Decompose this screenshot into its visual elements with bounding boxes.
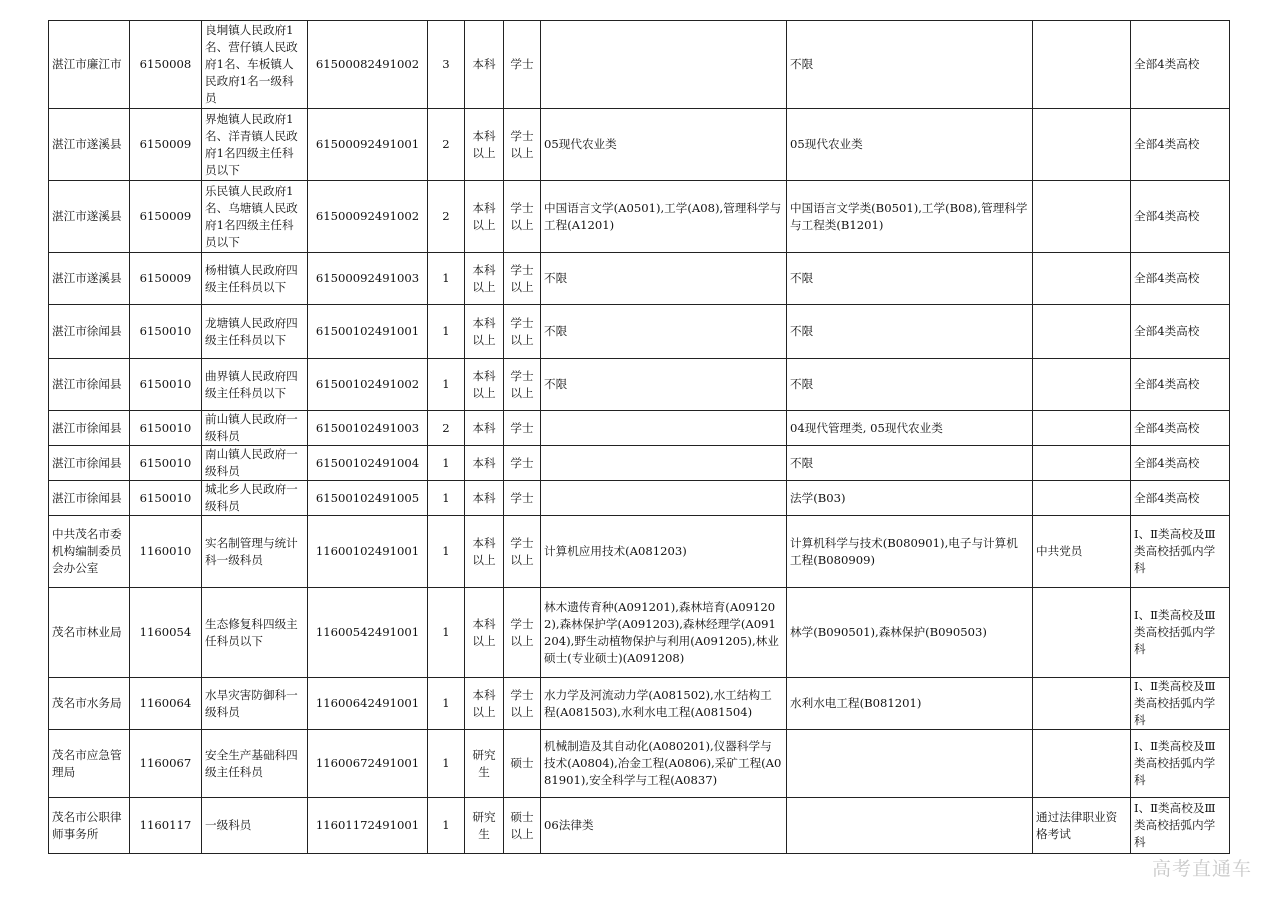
area-cell: 茂名市水务局 [49, 678, 130, 730]
other-requirements-cell [1033, 678, 1131, 730]
count-cell: 2 [428, 411, 465, 446]
undergrad-major-cell: 不限 [787, 446, 1033, 481]
degree-cell: 学士以上 [504, 109, 541, 181]
area-cell: 湛江市遂溪县 [49, 109, 130, 181]
table-row [49, 516, 1230, 588]
position-cell: 一级科员 [202, 798, 308, 854]
other-requirements-cell [1033, 253, 1131, 305]
table-row [49, 446, 1230, 481]
grad-major-cell [541, 21, 787, 109]
education-cell: 本科 [465, 481, 504, 516]
degree-cell: 硕士以上 [504, 798, 541, 854]
grad-major-cell [541, 411, 787, 446]
table-row [49, 588, 1230, 678]
other-requirements-cell [1033, 305, 1131, 359]
unit-code-cell: 6150010 [130, 305, 202, 359]
position-cell: 良垌镇人民政府1名、营仔镇人民政府1名、车板镇人民政府1名一级科员 [202, 21, 308, 109]
degree-cell: 学士以上 [504, 588, 541, 678]
education-cell: 本科以上 [465, 181, 504, 253]
area-cell: 湛江市徐闻县 [49, 359, 130, 411]
table-row [49, 730, 1230, 798]
school-cell: 全部4类高校 [1131, 253, 1230, 305]
area-cell: 中共茂名市委机构编制委员会办公室 [49, 516, 130, 588]
unit-code-cell: 6150009 [130, 181, 202, 253]
count-cell: 1 [428, 516, 465, 588]
other-requirements-cell [1033, 411, 1131, 446]
position-code-cell: 11600672491001 [308, 730, 428, 798]
table-row [49, 21, 1230, 109]
degree-cell: 学士以上 [504, 181, 541, 253]
education-cell: 本科以上 [465, 253, 504, 305]
position-cell: 龙塘镇人民政府四级主任科员以下 [202, 305, 308, 359]
school-cell: 全部4类高校 [1131, 446, 1230, 481]
position-code-cell: 11600642491001 [308, 678, 428, 730]
count-cell: 2 [428, 109, 465, 181]
school-cell: Ⅰ、Ⅱ类高校及Ⅲ类高校括弧内学科 [1131, 588, 1230, 678]
grad-major-cell: 06法律类 [541, 798, 787, 854]
education-cell: 本科以上 [465, 305, 504, 359]
area-cell: 湛江市徐闻县 [49, 411, 130, 446]
position-cell: 生态修复科四级主任科员以下 [202, 588, 308, 678]
grad-major-cell: 不限 [541, 305, 787, 359]
count-cell: 1 [428, 798, 465, 854]
other-requirements-cell [1033, 446, 1131, 481]
grad-major-cell: 05现代农业类 [541, 109, 787, 181]
school-cell: 全部4类高校 [1131, 181, 1230, 253]
degree-cell: 硕士 [504, 730, 541, 798]
count-cell: 1 [428, 446, 465, 481]
unit-code-cell: 1160010 [130, 516, 202, 588]
education-cell: 本科 [465, 411, 504, 446]
education-cell: 研究生 [465, 730, 504, 798]
position-code-cell: 61500102491005 [308, 481, 428, 516]
grad-major-cell [541, 446, 787, 481]
count-cell: 1 [428, 305, 465, 359]
undergrad-major-cell [787, 798, 1033, 854]
unit-code-cell: 6150009 [130, 109, 202, 181]
table-row [49, 678, 1230, 730]
unit-code-cell: 6150009 [130, 253, 202, 305]
school-cell: Ⅰ、Ⅱ类高校及Ⅲ类高校括弧内学科 [1131, 516, 1230, 588]
unit-code-cell: 6150010 [130, 446, 202, 481]
position-code-cell: 61500102491004 [308, 446, 428, 481]
position-cell: 前山镇人民政府一级科员 [202, 411, 308, 446]
school-cell: 全部4类高校 [1131, 481, 1230, 516]
degree-cell: 学士 [504, 446, 541, 481]
position-cell: 曲界镇人民政府四级主任科员以下 [202, 359, 308, 411]
area-cell: 湛江市遂溪县 [49, 253, 130, 305]
table-row [49, 481, 1230, 516]
grad-major-cell: 中国语言文学(A0501),工学(A08),管理科学与工程(A1201) [541, 181, 787, 253]
count-cell: 1 [428, 588, 465, 678]
school-cell: Ⅰ、Ⅱ类高校及Ⅲ类高校括弧内学科 [1131, 678, 1230, 730]
degree-cell: 学士以上 [504, 359, 541, 411]
position-code-cell: 61500092491003 [308, 253, 428, 305]
table-row [49, 411, 1230, 446]
undergrad-major-cell: 中国语言文学类(B0501),工学(B08),管理科学与工程类(B1201) [787, 181, 1033, 253]
position-cell: 实名制管理与统计科一级科员 [202, 516, 308, 588]
education-cell: 本科以上 [465, 678, 504, 730]
position-code-cell: 61500082491002 [308, 21, 428, 109]
education-cell: 本科 [465, 446, 504, 481]
unit-code-cell: 1160117 [130, 798, 202, 854]
undergrad-major-cell: 05现代农业类 [787, 109, 1033, 181]
area-cell: 湛江市遂溪县 [49, 181, 130, 253]
school-cell: 全部4类高校 [1131, 109, 1230, 181]
undergrad-major-cell: 水利水电工程(B081201) [787, 678, 1033, 730]
position-code-cell: 61500102491001 [308, 305, 428, 359]
education-cell: 研究生 [465, 798, 504, 854]
school-cell: 全部4类高校 [1131, 305, 1230, 359]
position-code-cell: 61500092491002 [308, 181, 428, 253]
table-row [49, 305, 1230, 359]
count-cell: 1 [428, 678, 465, 730]
unit-code-cell: 6150010 [130, 359, 202, 411]
undergrad-major-cell [787, 730, 1033, 798]
school-cell: 全部4类高校 [1131, 359, 1230, 411]
other-requirements-cell [1033, 481, 1131, 516]
degree-cell: 学士以上 [504, 516, 541, 588]
education-cell: 本科以上 [465, 109, 504, 181]
count-cell: 2 [428, 181, 465, 253]
position-cell: 乐民镇人民政府1名、乌塘镇人民政府1名四级主任科员以下 [202, 181, 308, 253]
count-cell: 1 [428, 253, 465, 305]
degree-cell: 学士 [504, 411, 541, 446]
grad-major-cell: 不限 [541, 359, 787, 411]
position-code-cell: 11601172491001 [308, 798, 428, 854]
education-cell: 本科以上 [465, 516, 504, 588]
unit-code-cell: 6150010 [130, 411, 202, 446]
position-code-cell: 11600542491001 [308, 588, 428, 678]
other-requirements-cell [1033, 181, 1131, 253]
table-row [49, 798, 1230, 854]
other-requirements-cell [1033, 588, 1131, 678]
count-cell: 1 [428, 359, 465, 411]
degree-cell: 学士 [504, 21, 541, 109]
area-cell: 湛江市廉江市 [49, 21, 130, 109]
undergrad-major-cell: 不限 [787, 359, 1033, 411]
education-cell: 本科 [465, 21, 504, 109]
position-cell: 界炮镇人民政府1名、洋青镇人民政府1名四级主任科员以下 [202, 109, 308, 181]
table-row [49, 359, 1230, 411]
unit-code-cell: 1160064 [130, 678, 202, 730]
undergrad-major-cell: 林学(B090501),森林保护(B090503) [787, 588, 1033, 678]
grad-major-cell: 计算机应用技术(A081203) [541, 516, 787, 588]
count-cell: 3 [428, 21, 465, 109]
positions-table [48, 20, 1230, 854]
grad-major-cell [541, 481, 787, 516]
area-cell: 茂名市林业局 [49, 588, 130, 678]
position-code-cell: 61500102491002 [308, 359, 428, 411]
other-requirements-cell [1033, 730, 1131, 798]
table-row [49, 181, 1230, 253]
school-cell: Ⅰ、Ⅱ类高校及Ⅲ类高校括弧内学科 [1131, 730, 1230, 798]
position-cell: 杨柑镇人民政府四级主任科员以下 [202, 253, 308, 305]
area-cell: 茂名市应急管理局 [49, 730, 130, 798]
degree-cell: 学士以上 [504, 678, 541, 730]
unit-code-cell: 6150010 [130, 481, 202, 516]
grad-major-cell: 林木遗传育种(A091201),森林培育(A091202),森林保护学(A091203),森林经理学(A091204),野生动植物保护与利用(A091205),林业硕士(专业硕士)(A091208) [541, 588, 787, 678]
education-cell: 本科以上 [465, 359, 504, 411]
other-requirements-cell: 通过法律职业资格考试 [1033, 798, 1131, 854]
undergrad-major-cell: 不限 [787, 253, 1033, 305]
position-cell: 城北乡人民政府一级科员 [202, 481, 308, 516]
school-cell: Ⅰ、Ⅱ类高校及Ⅲ类高校括弧内学科 [1131, 798, 1230, 854]
unit-code-cell: 1160067 [130, 730, 202, 798]
undergrad-major-cell: 04现代管理类, 05现代农业类 [787, 411, 1033, 446]
other-requirements-cell [1033, 109, 1131, 181]
undergrad-major-cell: 不限 [787, 21, 1033, 109]
area-cell: 湛江市徐闻县 [49, 305, 130, 359]
watermark: 高考直通车 [1151, 858, 1252, 880]
degree-cell: 学士 [504, 481, 541, 516]
count-cell: 1 [428, 481, 465, 516]
table-body [49, 21, 1230, 854]
other-requirements-cell [1033, 359, 1131, 411]
grad-major-cell: 不限 [541, 253, 787, 305]
area-cell: 茂名市公职律师事务所 [49, 798, 130, 854]
area-cell: 湛江市徐闻县 [49, 446, 130, 481]
table-row [49, 109, 1230, 181]
area-cell: 湛江市徐闻县 [49, 481, 130, 516]
school-cell: 全部4类高校 [1131, 411, 1230, 446]
position-code-cell: 11600102491001 [308, 516, 428, 588]
undergrad-major-cell: 不限 [787, 305, 1033, 359]
unit-code-cell: 6150008 [130, 21, 202, 109]
unit-code-cell: 1160054 [130, 588, 202, 678]
other-requirements-cell: 中共党员 [1033, 516, 1131, 588]
undergrad-major-cell: 法学(B03) [787, 481, 1033, 516]
other-requirements-cell [1033, 21, 1131, 109]
grad-major-cell: 机械制造及其自动化(A080201),仪器科学与技术(A0804),冶金工程(A0806),采矿工程(A081901),安全科学与工程(A0837) [541, 730, 787, 798]
position-code-cell: 61500092491001 [308, 109, 428, 181]
table-row [49, 253, 1230, 305]
position-cell: 安全生产基础科四级主任科员 [202, 730, 308, 798]
count-cell: 1 [428, 730, 465, 798]
position-cell: 水旱灾害防御科一级科员 [202, 678, 308, 730]
position-cell: 南山镇人民政府一级科员 [202, 446, 308, 481]
undergrad-major-cell: 计算机科学与技术(B080901),电子与计算机工程(B080909) [787, 516, 1033, 588]
grad-major-cell: 水力学及河流动力学(A081502),水工结构工程(A081503),水利水电工程(A081504) [541, 678, 787, 730]
position-code-cell: 61500102491003 [308, 411, 428, 446]
degree-cell: 学士以上 [504, 305, 541, 359]
school-cell: 全部4类高校 [1131, 21, 1230, 109]
education-cell: 本科以上 [465, 588, 504, 678]
degree-cell: 学士以上 [504, 253, 541, 305]
